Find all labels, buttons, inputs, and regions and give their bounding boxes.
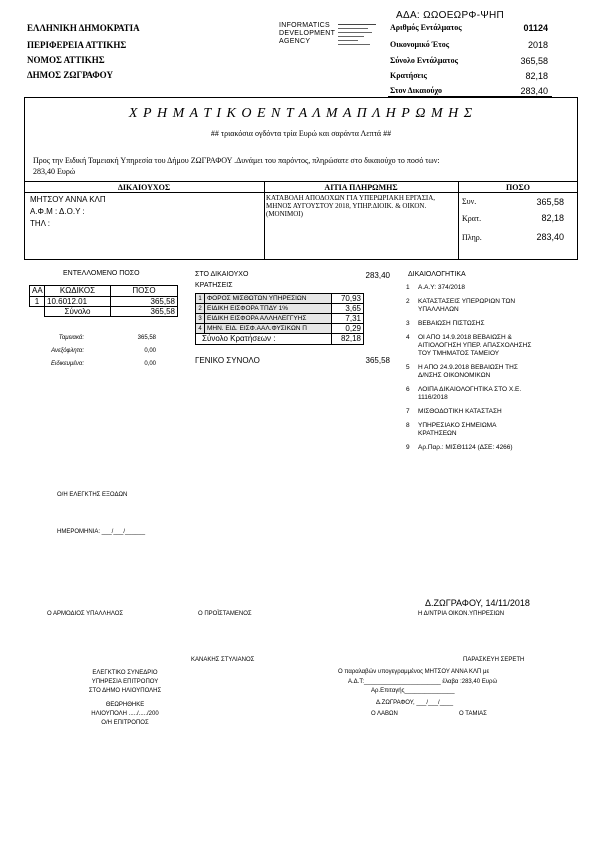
summary-value-cash: 365,58 (137, 335, 156, 341)
value-order-total: 365,58 (520, 56, 548, 66)
summary-label-cash: Ταμειακά: (58, 335, 84, 341)
summary-value-outstanding: 0,00 (144, 348, 156, 354)
receiver-label: Ο ΛΑΒΩΝ (371, 711, 398, 717)
document-item-text: Α.Α.Υ: 374/2018 (418, 284, 465, 291)
document-item (406, 408, 502, 416)
summary-label-outstanding: Ανεξόφλητα: (51, 348, 84, 354)
beneficiary-name: ΜΗΤΣΟΥ ΑΝΝΑ ΚΛΠ (30, 195, 106, 204)
amount-value-total: 365,58 (536, 197, 564, 207)
header-municipality: ΔΗΜΟΣ ΖΩΓΡΑΦΟΥ (27, 70, 113, 80)
commitment-total-value: 365,58 (110, 306, 178, 317)
header-beneficiary: ΔΙΚΑΙΟΥΧΟΣ (117, 183, 171, 192)
payment-cause-text: ΚΑΤΑΒΟΛΗ ΑΠΟΔΟΧΩΝ ΓΙΑ ΥΠΕΡΩΡΙΑΚΗ ΕΡΓΑΣΙΑ, ΜΗΝΟΣ ΑΥΓΟΥΣΤΟΥ 2018, ΥΠΗΡ.ΔΙΟΙΚ. & ΟΙΚΟΝ. (ΜΟΝΙΜΟΙ) (266, 194, 436, 218)
header-amount: ΠΟΣΟ (506, 183, 530, 192)
commitment-row-code: 10.6012.01 (44, 296, 111, 307)
document-item-text: ΥΠΗΡΕΣΙΑΚΟ ΣΗΜΕΙΩΜΑ (418, 422, 497, 429)
document-item-text: Δ/ΝΣΗΣ ΟΙΚΟΝΟΜΙΚΩΝ (418, 372, 491, 379)
commitment-row-aa: 1 (29, 296, 45, 307)
document-item (406, 298, 516, 314)
amount-value-deductions: 82,18 (541, 213, 564, 223)
date-line: ΗΜΕΡΟΜΗΝΙΑ: ___/___/______ (57, 529, 146, 535)
amount-in-words: ## τριακόσια ογδόντα τρία Ευρώ και σαράντα Λεπτά ## (210, 129, 392, 138)
document-item-number: 5 (406, 364, 410, 371)
signatory-name-left: ΚΑΝΑΚΗΣ ΣΤΥΛΙΑΝΟΣ (191, 657, 255, 663)
document-item-number: 3 (406, 320, 410, 327)
to-beneficiary-label: ΣΤΟ ΔΙΚΑΙΟΥΧΟ (195, 271, 249, 278)
grand-total-label: ΓΕΝΙΚΟ ΣΥΝΟΛΟ (195, 356, 260, 365)
header-prefecture: ΝΟΜΟΣ ΑΤΤΙΚΗΣ (27, 55, 105, 65)
deduction-row-3-value: 7,31 (331, 313, 364, 324)
deduction-row-4-aa: 4 (195, 323, 205, 334)
header-region: ΠΕΡΙΦΕΡΕΙΑ ΑΤΤΙΚΗΣ (27, 40, 127, 50)
label-deductions: Κρατήσεις (390, 71, 427, 80)
table-top-line (24, 181, 578, 182)
document-item (406, 364, 518, 380)
court-of-audit-block: ΕΛΕΓΚΤΙΚΟ ΣΥΝΕΔΡΙΟ ΥΠΗΡΕΣΙΑ ΕΠΙΤΡΟΠΟΥ ΣΤΟ ΔΗΜΟ ΗΛΙΟΥΠΟΛΗΣ (88, 670, 162, 694)
receipt-line-1: Ο παραλαβών υπογεγραμμένος ΜΗΤΣΟΥ ΑΝΝΑ ΚΛΠ με (338, 669, 490, 675)
supervisor: Ο ΠΡΟΪΣΤΑΜΕΝΟΣ (198, 611, 252, 617)
document-item (406, 422, 497, 438)
deduction-row-1-value: 70,93 (331, 293, 364, 304)
deductions-total-value: 82,18 (331, 333, 364, 345)
document-item-text: 1116/2018 (418, 394, 448, 401)
document-item-text: Η ΑΠΟ 24.9.2018 ΒΕΒΑΙΩΣΗ ΤΗΣ (418, 364, 518, 371)
document-item-number: 8 (406, 422, 410, 429)
document-item-text: ΥΠΑΛΛΗΛΩΝ (418, 306, 459, 313)
document-item (406, 386, 522, 402)
value-fiscal-year: 2018 (527, 40, 548, 50)
beneficiary-afm: Α.Φ.Μ : Δ.Ο.Υ : (30, 207, 85, 216)
auditor-label: Ο/Η ΕΛΕΓΚΤΗΣ ΕΞΟΔΩΝ (57, 492, 128, 498)
document-item-number: 6 (406, 386, 410, 393)
ida-logo: INFORMATICS DEVELOPMENT AGENCY (279, 22, 336, 45)
table-divider-2 (458, 181, 459, 260)
deduction-row-1-aa: 1 (195, 293, 205, 304)
beneficiary-phone: ΤΗΛ : (30, 219, 51, 228)
document-item-text: ΤΟΥ ΤΜΗΜΑΤΟΣ ΤΑΜΕΙΟΥ (418, 350, 500, 357)
commitment-title: ΕΝΤΕΛΛΟΜΕΝΟ ΠΟΣΟ (63, 270, 140, 277)
deductions-title: ΚΡΑΤΗΣΕΙΣ (195, 282, 233, 289)
header-payment-cause: ΑΙΤΙΑ ΠΛΗΡΩΜΗΣ (324, 183, 398, 192)
document-item-text: Αρ.Παρ.: ΜΙΣΘ1124 (ΔΣΕ: 4266) (418, 444, 513, 451)
deduction-row-2-value: 3,65 (331, 303, 364, 314)
receipt-line-3: Αρ.Επιταγής_______________ (371, 688, 455, 694)
deduction-row-2-aa: 2 (195, 303, 205, 314)
document-item-text: ΚΡΑΤΗΣΕΩΝ (418, 430, 457, 437)
document-item-text: ΟΙ ΑΠΟ 14.9.2018 ΒΕΒΑΙΩΣΗ & (418, 334, 512, 341)
logo-small-text-block (338, 22, 376, 56)
commitment-header-code: ΚΩΔΙΚΟΣ (44, 285, 111, 297)
document-item (406, 284, 465, 292)
grand-total-value: 365,58 (365, 356, 390, 365)
document-item (406, 334, 532, 358)
document-item-number: 1 (406, 284, 410, 291)
amount-label-payment: Πληρ. (462, 233, 482, 242)
label-order-total: Σύνολο Εντάλματος (390, 56, 458, 65)
document-item-number: 9 (406, 444, 410, 451)
document-title: Χ Ρ Η Μ Α Τ Ι Κ Ο Ε Ν Τ Α Λ Μ Α Π Λ Η Ρ Ω Μ Η Σ (128, 106, 474, 121)
document-item-number: 4 (406, 334, 410, 341)
document-item (406, 444, 513, 452)
commitment-header-amount: ΠΟΣΟ (110, 285, 178, 297)
table-divider-1 (264, 181, 265, 260)
deduction-row-4-label: ΜΗΝ. ΕΙΔ. ΕΙΣΦ.ΑΑΛ.ΦΥΣΙΚΩΝ Π (204, 323, 332, 334)
document-item-text: ΛΟΙΠΑ ΔΙΚΑΙΟΛΟΓΗΤΙΚΑ ΣΤΟ Χ.Ε. (418, 386, 522, 393)
to-beneficiary-value: 283,40 (365, 271, 390, 280)
deduction-row-3-label: ΕΙΔΙΚΗ ΕΙΣΦΟΡΑ ΑΛΛΗΛΕΓΓΥΗΣ (204, 313, 332, 324)
receipt-line-2: Α.Δ.Τ:_______________________ έλαβα :283,40 Ευρώ (348, 679, 498, 685)
amount-label-deductions: Κρατ. (462, 214, 482, 223)
deduction-row-1-label: ΦΟΡΟΣ ΜΙΣΘΩΤΩΝ ΥΠΗΡΕΣΙΩΝ (204, 293, 332, 304)
payment-instruction: Προς την Ειδική Ταμειακή Υπηρεσία του Δήμου ΖΩΓΡΑΦΟΥ .Δυνάμει του παρόντος, πληρώσατε στο δικαιούχο το ποσό των: (33, 156, 440, 165)
place-date: Δ.ΖΩΓΡΑΦΟΥ, 14/11/2018 (425, 598, 530, 608)
document-item (406, 320, 485, 328)
deduction-row-4-value: 0,29 (331, 323, 364, 334)
ada-code: ΑΔΑ: ΩΩΟΕΩΡΦ-ΨΗΠ (396, 10, 505, 21)
label-order-number: Αριθμός Εντάλματος (390, 23, 462, 32)
document-item-number: 7 (406, 408, 410, 415)
cashier-label: Ο ΤΑΜΙΑΣ (459, 711, 487, 717)
documents-title: ΔΙΚΑΙΟΛΟΓΗΤΙΚΑ (408, 271, 466, 278)
commitment-row-amount: 365,58 (110, 296, 178, 307)
header-country: ΕΛΛΗΝΙΚΗ ΔΗΜΟΚΡΑΤΙΑ (27, 23, 140, 33)
amount-value-payment: 283,40 (536, 232, 564, 242)
label-fiscal-year: Οικονομικό Έτος (390, 40, 450, 49)
document-item-text: ΒΕΒΑΙΩΣΗ ΠΙΣΤΩΣΗΣ (418, 320, 485, 327)
document-item-text: ΜΙΣΘΟΔΟΤΙΚΗ ΚΑΤΑΣΤΑΣΗ (418, 408, 502, 415)
responsible-employee: Ο ΑΡΜΟΔΙΟΣ ΥΠΑΛΛΗΛΟΣ (47, 611, 124, 617)
deduction-row-3-aa: 3 (195, 313, 205, 324)
document-item-number: 2 (406, 298, 410, 305)
commitment-total-label: Σύνολο (44, 306, 111, 317)
value-deductions: 82,18 (525, 71, 548, 81)
value-to-beneficiary: 283,40 (520, 86, 548, 96)
document-item-text: ΑΙΤΙΟΛΟΓΗΣΗ ΥΠΕΡ. ΑΠΑΣΧΟΛΗΣΗΣ (418, 342, 532, 349)
label-to-beneficiary: Στον Δικαιούχο (390, 86, 442, 95)
value-order-number: 01124 (523, 23, 548, 33)
deductions-total-label: Σύνολο Κρατήσεων : (195, 333, 332, 345)
court-seen-block: ΘΕΩΡΗΘΗΚΕ ΗΛΙΟΥΠΟΛΗ ...../...../200 Ο/Η ΕΠΙΤΡΟΠΟΣ (91, 702, 159, 726)
deduction-row-2-label: ΕΙΔΙΚΗ ΕΙΣΦΟΡΑ ΤΠΔΥ 1% (204, 303, 332, 314)
receipt-line-4: Δ.ΖΩΓΡΑΦΟΥ, ___/___/____ (376, 700, 454, 706)
payment-amount-line: 283,40 Ευρώ (33, 167, 76, 176)
commitment-header-aa: ΑΑ (29, 285, 45, 297)
document-item-text: ΚΑΤΑΣΤΑΣΕΙΣ ΥΠΕΡΩΡΙΩΝ ΤΩΝ (418, 298, 516, 305)
finance-director: Η Δ/ΝΤΡΙΑ ΟΙΚΟΝ.ΥΠΗΡΕΣΙΩΝ (418, 611, 505, 617)
table-header-line (24, 192, 578, 193)
amount-label-total: Συν. (462, 197, 477, 206)
signatory-name-right: ΠΑΡΑΣΚΕΥΗ ΣΕΡΕΤΗ (463, 657, 525, 663)
summary-value-specified: 0,00 (144, 361, 156, 367)
summary-label-specified: Ειδικευμένα: (51, 361, 84, 367)
